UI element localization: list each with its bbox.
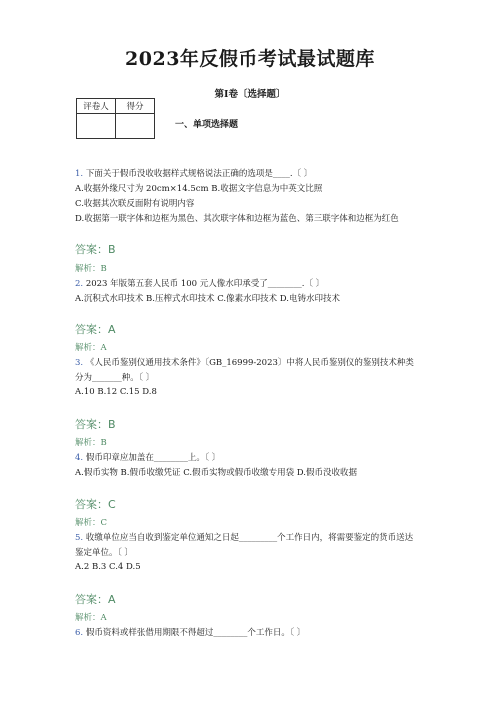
option-line: A.10 B.12 C.15 D.8 xyxy=(75,387,157,397)
answer: 答案：A xyxy=(75,323,116,336)
option-line: A.沉积式水印技术 B.压榨式水印技术 C.像素水印技术 D.电铸水印技术 xyxy=(75,294,341,304)
answer: 答案：B xyxy=(75,243,116,256)
question-stem: 《人民币鉴别仪通用技术条件》〔GB_16999-2023〕中将人民币鉴别仪的鉴别技术种类 xyxy=(85,358,414,368)
analysis: 解析：A xyxy=(75,613,107,623)
question-4 xyxy=(75,451,220,463)
question-stem: 下面关于假币没收收据样式规格说法正确的选项是____.〔 〕 xyxy=(85,169,313,179)
analysis: 解析：A xyxy=(75,343,107,353)
question-2 xyxy=(75,277,324,289)
option-line: A.2 B.3 C.4 D.5 xyxy=(75,562,141,572)
question-stem-continued: 分为_______种。〔 〕 xyxy=(75,373,155,383)
analysis: 解析：C xyxy=(75,518,108,528)
question-stem: 假币资料或样张借用期限不得超过________个工作日。〔 〕 xyxy=(85,628,306,638)
question-number: 4. xyxy=(75,453,84,463)
score-table xyxy=(76,98,155,139)
question-5 xyxy=(75,531,413,543)
option-line: D.收据第一联字体和边框为黑色、其次联字体和边框为蓝色、第三联字体和边框为红色 xyxy=(75,214,399,224)
score-label: 得分 xyxy=(116,99,155,114)
answer: 答案：A xyxy=(75,593,116,606)
question-stem-continued: 鉴定单位。〔 〕 xyxy=(75,548,133,558)
grader-label: 评卷人 xyxy=(77,99,116,114)
question-number: 2. xyxy=(75,279,84,289)
question-3 xyxy=(75,356,414,368)
option-line: C.收据其次联反面附有说明内容 xyxy=(75,199,195,209)
question-stem: 收缴单位应当自收到鉴定单位通知之日起_________个工作日内，将需要鉴定的货币送达 xyxy=(85,533,414,543)
answer: 答案：B xyxy=(75,418,116,431)
answer: 答案：C xyxy=(75,498,116,511)
page-title: 2023年反假币考试最试题库 xyxy=(125,48,375,70)
grader-cell xyxy=(77,114,116,139)
analysis: 解析：B xyxy=(75,438,107,448)
score-cell xyxy=(116,114,155,139)
question-1 xyxy=(75,167,312,179)
question-6 xyxy=(75,626,305,638)
question-number: 6. xyxy=(75,628,84,638)
question-stem: 假币印章应加盖在________上。〔 〕 xyxy=(85,453,221,463)
question-stem: 2023 年版第五套人民币 100 元人像水印承受了________.〔 〕 xyxy=(85,279,325,289)
question-number: 3. xyxy=(75,358,84,368)
part-title: 一、单项选择题 xyxy=(175,120,239,130)
option-line: A.假币实物 B.假币收缴凭证 C.假币实物或假币收缴专用袋 D.假币没收收据 xyxy=(75,468,358,478)
option-line: A.收据外缘尺寸为 20cm×14.5cm B.收据文字信息为中英文比照 xyxy=(75,184,323,194)
question-number: 1. xyxy=(75,169,84,179)
question-number: 5. xyxy=(75,533,84,543)
section-title: 第Ⅰ卷〔选择题〕 xyxy=(214,89,286,100)
analysis: 解析：B xyxy=(75,264,107,274)
